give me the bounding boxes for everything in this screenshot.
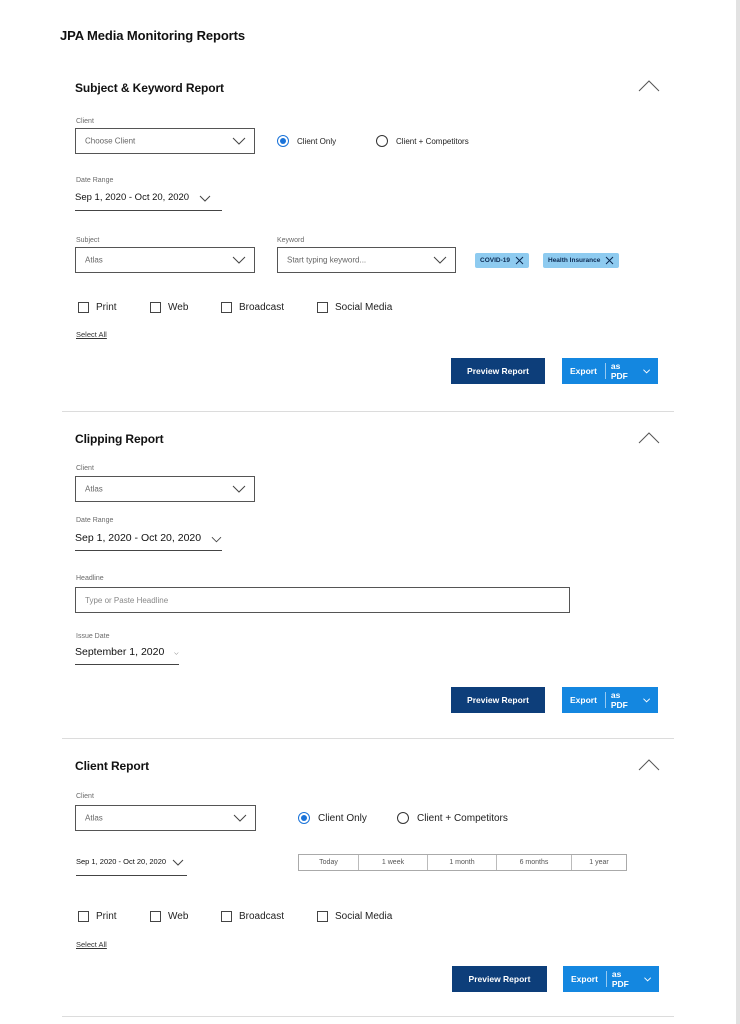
select-all-link[interactable]: Select All xyxy=(76,940,107,949)
checkbox-label: Print xyxy=(96,302,117,313)
radio-label: Client Only xyxy=(297,136,337,146)
export-main[interactable]: Export xyxy=(570,695,597,705)
headline-input-box xyxy=(75,587,570,613)
chip-label: COVID-19 xyxy=(480,257,510,264)
subject-client-label: Client xyxy=(76,118,94,125)
range-6-months[interactable]: 6 months xyxy=(497,855,572,870)
checkbox-label: Broadcast xyxy=(239,302,285,313)
checkbox-box xyxy=(221,911,232,922)
preview-report-button[interactable]: Preview Report xyxy=(451,687,545,713)
chevron-down-icon xyxy=(433,256,447,264)
chevron-down-icon xyxy=(643,698,650,703)
checkbox-web[interactable] xyxy=(150,911,188,922)
export-button[interactable] xyxy=(563,966,659,992)
checkbox-label: Print xyxy=(96,911,117,922)
export-format-label: as PDF xyxy=(611,969,629,989)
checkbox-web[interactable] xyxy=(150,302,188,313)
keyword-chip xyxy=(475,253,529,268)
chevron-down-icon xyxy=(232,256,246,264)
radio-label: Client + Competitors xyxy=(417,812,508,824)
clipping-client-select[interactable] xyxy=(75,476,255,502)
checkbox-box xyxy=(78,911,89,922)
radio-circle xyxy=(376,135,388,147)
chevron-down-icon xyxy=(172,859,184,866)
collapse-subject-report-button[interactable] xyxy=(638,79,660,93)
checkbox-label: Web xyxy=(168,302,189,313)
radio-circle-selected xyxy=(277,135,289,147)
section-divider xyxy=(62,1016,674,1017)
close-icon[interactable] xyxy=(515,256,524,265)
date-range-value: Sep 1, 2020 - Oct 20, 2020 xyxy=(75,192,190,203)
subject-report-title: Subject & Keyword Report xyxy=(75,81,224,95)
chip-label: Health Insurance xyxy=(548,257,601,264)
client-report-title: Client Report xyxy=(75,759,150,773)
radio-circle xyxy=(397,812,409,824)
export-format-dropdown[interactable] xyxy=(606,358,658,384)
clipping-date-label: Date Range xyxy=(76,517,114,524)
checkbox-box xyxy=(150,911,161,922)
chevron-down-icon xyxy=(232,485,246,493)
checkbox-label: Broadcast xyxy=(239,911,285,922)
export-format-dropdown[interactable] xyxy=(606,687,658,713)
issue-date-value: September 1, 2020 xyxy=(75,646,165,658)
export-main[interactable]: Export xyxy=(571,974,598,984)
keyword-placeholder: Start typing keyword... xyxy=(287,255,367,265)
client-select-value: Atlas xyxy=(85,484,103,494)
client-date-range-picker[interactable] xyxy=(76,857,187,876)
clipping-report-title: Clipping Report xyxy=(75,432,164,446)
export-format-label: as PDF xyxy=(610,361,628,381)
checkbox-box xyxy=(317,302,328,313)
collapse-client-report-button[interactable] xyxy=(638,758,660,772)
keyword-chip xyxy=(543,253,619,268)
preview-report-button[interactable]: Preview Report xyxy=(452,966,547,992)
radio-label: Client + Competitors xyxy=(396,136,469,146)
date-range-value: Sep 1, 2020 - Oct 20, 2020 xyxy=(75,532,202,544)
clipping-client-label: Client xyxy=(76,465,94,472)
range-1-month[interactable]: 1 month xyxy=(428,855,497,870)
subject-select[interactable] xyxy=(75,247,255,273)
client-report-client-select[interactable] xyxy=(75,805,256,831)
close-icon[interactable] xyxy=(605,256,614,265)
clipping-date-range-picker[interactable] xyxy=(75,532,222,551)
chevron-down-icon xyxy=(643,369,650,374)
checkbox-box xyxy=(317,911,328,922)
chevron-up-icon xyxy=(638,758,660,772)
range-1-year[interactable]: 1 year xyxy=(589,859,609,866)
chevron-down-icon xyxy=(232,137,246,145)
export-format-label: as PDF xyxy=(610,690,628,710)
headline-label: Headline xyxy=(76,575,104,582)
chevron-down-icon xyxy=(233,814,247,822)
checkbox-label: Web xyxy=(168,911,189,922)
chevron-down-icon xyxy=(199,195,211,202)
radio-client-only[interactable] xyxy=(277,135,336,147)
client-select-value: Atlas xyxy=(85,813,103,823)
collapse-clipping-report-button[interactable] xyxy=(638,431,660,445)
subject-select-value: Atlas xyxy=(85,255,103,265)
radio-label: Client Only xyxy=(318,812,367,824)
checkbox-broadcast[interactable] xyxy=(221,302,284,313)
chevron-down-icon xyxy=(211,536,222,543)
section-divider xyxy=(62,411,674,412)
chevron-up-icon xyxy=(638,431,660,445)
subject-date-label: Date Range xyxy=(76,177,114,184)
checkbox-print[interactable] xyxy=(78,911,117,922)
client-report-client-label: Client xyxy=(76,793,94,800)
checkbox-social-media[interactable] xyxy=(317,911,392,922)
issue-date-picker[interactable] xyxy=(75,646,179,665)
export-format-dropdown[interactable] xyxy=(607,966,659,992)
section-divider xyxy=(62,738,674,739)
radio-client-only[interactable] xyxy=(298,812,367,824)
checkbox-label: Social Media xyxy=(335,911,393,922)
range-today[interactable]: Today xyxy=(299,855,359,870)
checkbox-print[interactable] xyxy=(78,302,117,313)
keyword-label: Keyword xyxy=(277,237,305,244)
date-range-value: Sep 1, 2020 - Oct 20, 2020 xyxy=(76,857,167,866)
page-title: JPA Media Monitoring Reports xyxy=(60,28,245,43)
checkbox-box xyxy=(221,302,232,313)
checkbox-box xyxy=(150,302,161,313)
client-select-value: Choose Client xyxy=(85,136,136,146)
chevron-down-icon xyxy=(174,650,179,657)
export-button[interactable] xyxy=(562,687,658,713)
chevron-up-icon xyxy=(638,79,660,93)
checkbox-broadcast[interactable] xyxy=(221,911,284,922)
chevron-down-icon xyxy=(644,977,651,982)
headline-input[interactable] xyxy=(76,588,569,612)
preview-report-button[interactable]: Preview Report xyxy=(451,358,545,384)
range-1-week[interactable]: 1 week xyxy=(359,855,428,870)
radio-client-competitors[interactable] xyxy=(397,812,508,824)
export-main[interactable]: Export xyxy=(570,366,597,376)
date-range-segmented-control xyxy=(298,854,627,871)
subject-client-select[interactable] xyxy=(75,128,255,154)
checkbox-social-media[interactable] xyxy=(317,302,392,313)
select-all-link[interactable]: Select All xyxy=(76,330,107,339)
subject-label: Subject xyxy=(76,237,100,244)
export-button[interactable] xyxy=(562,358,658,384)
issue-date-label: Issue Date xyxy=(76,633,110,640)
checkbox-label: Social Media xyxy=(335,302,393,313)
radio-circle-selected xyxy=(298,812,310,824)
scrollbar-track[interactable] xyxy=(736,0,740,1024)
radio-client-competitors[interactable] xyxy=(376,135,469,147)
checkbox-box xyxy=(78,302,89,313)
keyword-select[interactable] xyxy=(277,247,456,273)
subject-date-range-picker[interactable] xyxy=(75,192,222,211)
